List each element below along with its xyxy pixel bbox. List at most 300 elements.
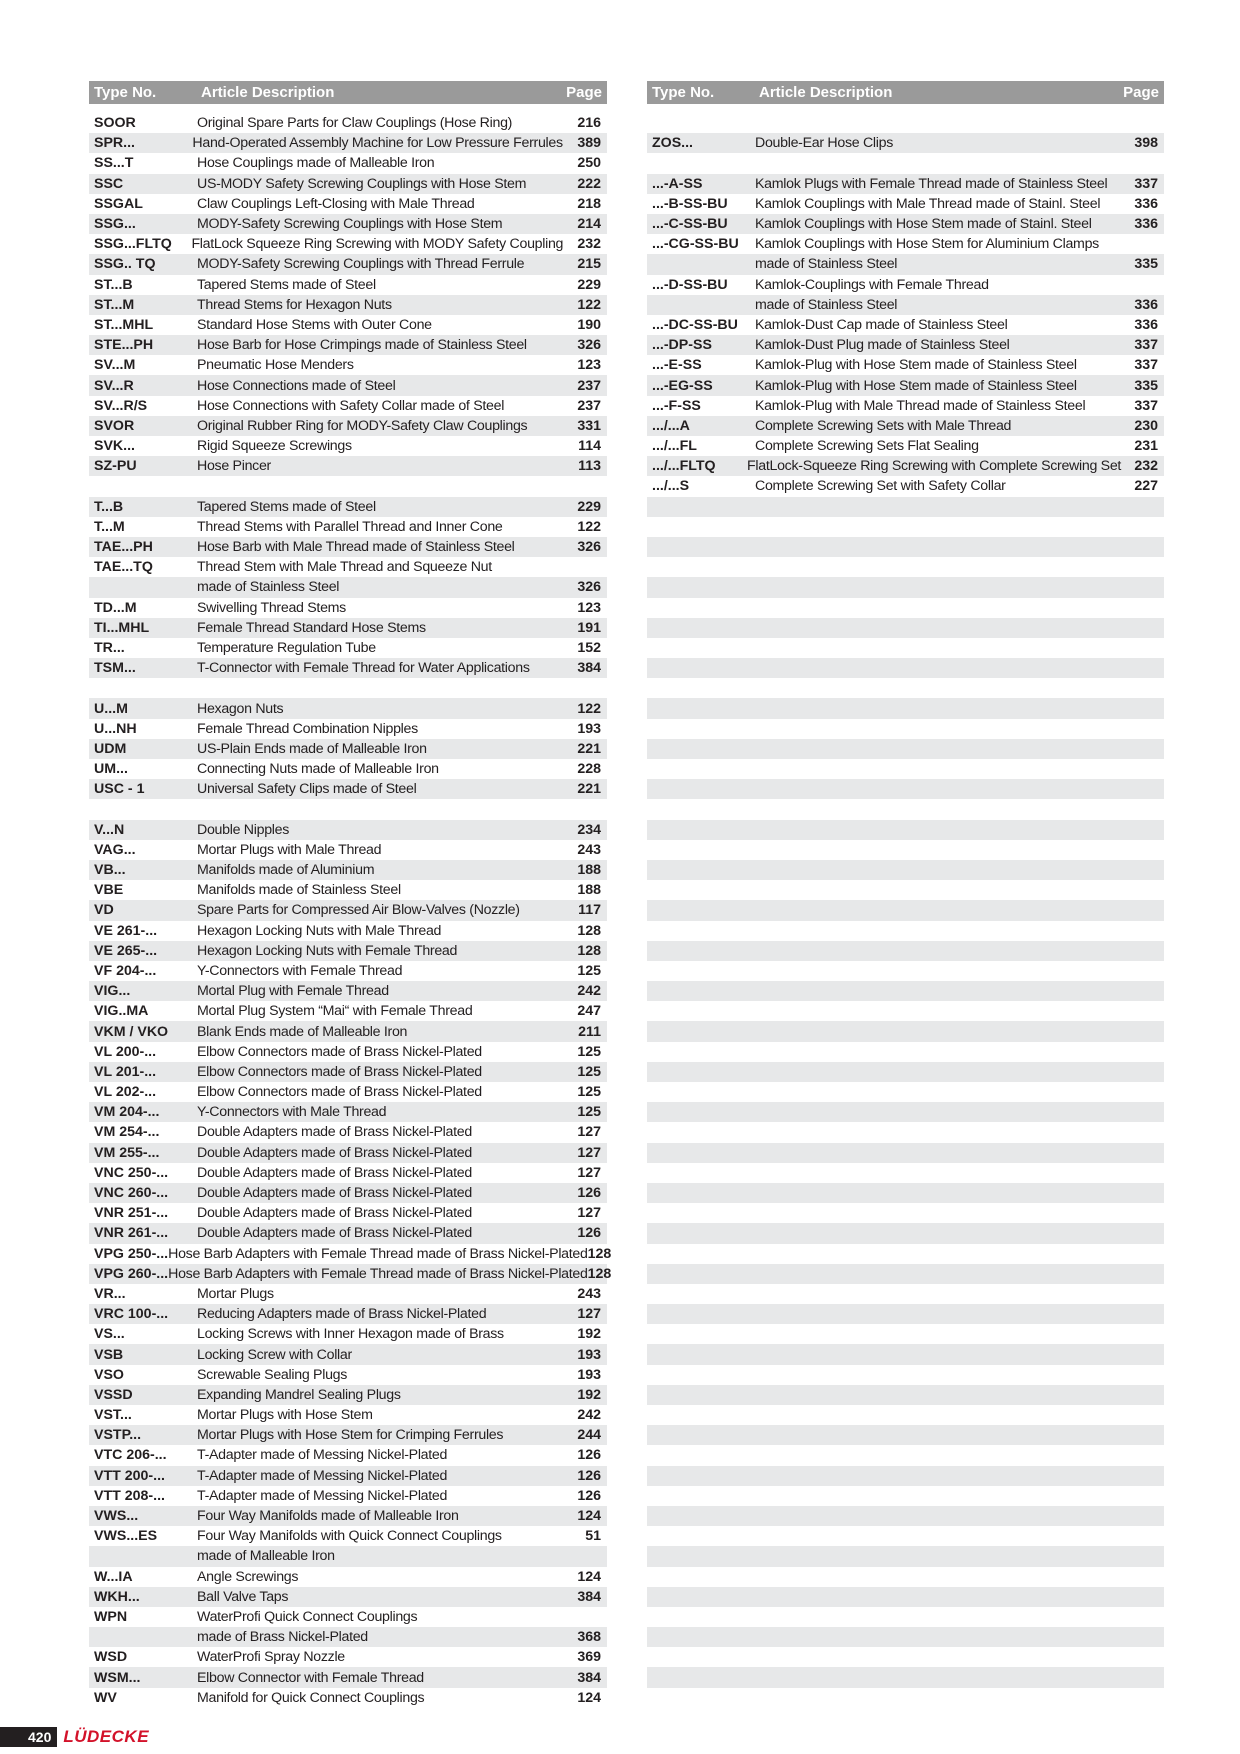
type-no: SPR... (94, 135, 135, 152)
type-no: SSG...FLTQ (94, 236, 172, 253)
article-description: Hose Connections made of Steel (197, 377, 396, 394)
article-description: made of Stainless Steel (197, 579, 340, 596)
article-description: Complete Screwing Set with Safety Collar (755, 478, 1006, 495)
article-description: Mortar Plugs with Hose Stem for Crimping Ferrules (197, 1427, 504, 1444)
article-description: Kamlok-Plug with Male Thread made of Stainless Steel (755, 397, 1086, 414)
type-no: VIG... (94, 983, 131, 1000)
article-description: Hose Barb Adapters with Female Thread made of Brass Nickel-Plated (168, 1265, 588, 1282)
page-ref: 122 (577, 296, 601, 313)
page-ref: 128 (587, 1265, 612, 1282)
article-description: Double Nipples (197, 821, 290, 838)
page-ref: 127 (577, 1124, 601, 1141)
page-ref: 232 (577, 236, 601, 253)
page-ref: 128 (587, 1245, 612, 1262)
type-no: TR... (94, 639, 125, 656)
article-description: Hose Barb Adapters with Female Thread made of Brass Nickel-Plated (168, 1245, 588, 1262)
page-ref: 384 (577, 1669, 601, 1686)
table-row (89, 1042, 607, 1062)
table-row (647, 557, 1164, 577)
table-row (89, 1143, 607, 1163)
article-description: Thread Stem with Male Thread and Squeeze Nut (197, 559, 492, 576)
type-no: VB... (94, 862, 126, 879)
type-no: VIG..MA (94, 1003, 149, 1020)
page-ref: 122 (577, 518, 601, 535)
type-no: VL 201-... (94, 1063, 157, 1080)
type-no: VM 255-... (94, 1144, 160, 1161)
type-no: VSO (94, 1366, 124, 1383)
type-no: WKH... (94, 1588, 140, 1605)
table-row (647, 1567, 1164, 1587)
table-row (89, 396, 607, 416)
page-ref: 125 (577, 962, 601, 979)
table-header (647, 81, 1164, 104)
page-ref: 124 (577, 1508, 601, 1525)
table-row (89, 1021, 607, 1041)
table-row (647, 375, 1164, 395)
type-no: ...-F-SS (652, 397, 701, 414)
table-body (89, 113, 612, 1708)
article-description: Mortal Plug with Female Thread (197, 983, 389, 1000)
type-no: VE 265-... (94, 942, 158, 959)
page-ref: 331 (577, 417, 601, 434)
table-row (647, 1607, 1164, 1627)
article-description: Kamlok-Plug with Hose Stem made of Stainless Steel (755, 357, 1077, 374)
table-row (89, 1284, 607, 1304)
table-row (647, 396, 1164, 416)
table-row (89, 517, 607, 537)
type-no: SSGAL (94, 195, 143, 212)
table-row (647, 941, 1164, 961)
type-no: VL 202-... (94, 1084, 157, 1101)
type-no: SVOR (94, 417, 135, 434)
table-row (89, 1203, 607, 1223)
header-type: Type No. (94, 84, 157, 101)
type-no: VNR 251-... (94, 1205, 169, 1222)
table-row (89, 1506, 607, 1526)
table-row (647, 1264, 1164, 1284)
table-row (89, 1264, 612, 1284)
page-ref: 128 (577, 922, 601, 939)
table-row (647, 618, 1164, 638)
table-row (647, 779, 1164, 799)
article-description: Kamlok Couplings with Hose Stem for Aluminium Clamps (755, 236, 1099, 253)
table-row (647, 1042, 1164, 1062)
article-description: Hose Couplings made of Malleable Iron (197, 155, 435, 172)
type-no: .../...FLTQ (652, 458, 716, 475)
article-description: Manifold for Quick Connect Couplings (197, 1689, 425, 1706)
page-ref: 215 (577, 256, 601, 273)
article-description: made of Malleable Iron (197, 1548, 335, 1565)
page-ref: 336 (1134, 316, 1158, 333)
table-row (647, 961, 1164, 981)
type-no: W...IA (94, 1568, 133, 1585)
type-no: VF 204-... (94, 962, 157, 979)
type-no: ST...MHL (94, 316, 154, 333)
page-ref: 244 (577, 1427, 601, 1444)
header-page: Page (1123, 84, 1159, 101)
type-no: ...-E-SS (652, 357, 702, 374)
table-row (89, 537, 607, 557)
table-row (89, 1526, 607, 1546)
type-no: SSG... (94, 216, 136, 233)
page-ref: 188 (577, 882, 601, 899)
article-description: Mortar Plugs with Male Thread (197, 841, 382, 858)
table-row (89, 799, 607, 819)
type-no: .../...S (652, 478, 690, 495)
article-description: Kamlok-Dust Cap made of Stainless Steel (755, 316, 1008, 333)
table-row (89, 335, 607, 355)
type-no: SV...M (94, 357, 136, 374)
table-row (647, 113, 1164, 133)
page-ref: 242 (577, 1407, 601, 1424)
article-description: Hexagon Nuts (197, 700, 284, 717)
table-row (89, 1082, 607, 1102)
article-description: Elbow Connectors made of Brass Nickel-Plated (197, 1043, 482, 1060)
table-row (647, 678, 1164, 698)
article-description: Female Thread Combination Nipples (197, 720, 418, 737)
type-no: VNR 261-... (94, 1225, 169, 1242)
table-row (89, 638, 607, 658)
article-description: Hexagon Locking Nuts with Female Thread (197, 942, 458, 959)
table-row (647, 880, 1164, 900)
page-ref: 337 (1134, 397, 1158, 414)
type-no: V...N (94, 821, 125, 838)
article-description: Female Thread Standard Hose Stems (197, 619, 426, 636)
type-no: SSG.. TQ (94, 256, 156, 273)
article-description: WaterProfi Spray Nozzle (197, 1649, 345, 1666)
page-ref: 229 (577, 276, 601, 293)
page-number: 420 (0, 1727, 57, 1747)
table-row (89, 1627, 607, 1647)
article-description: Hose Pincer (197, 458, 271, 475)
type-no: VSTP... (94, 1427, 142, 1444)
table-row (647, 759, 1164, 779)
type-no: .../...FL (652, 438, 697, 455)
table-row (89, 860, 607, 880)
table-row (647, 1688, 1164, 1708)
table-row (647, 436, 1164, 456)
table-row (647, 698, 1164, 718)
article-description: Connecting Nuts made of Malleable Iron (197, 761, 439, 778)
table-row (89, 1385, 607, 1405)
type-no: WSM... (94, 1669, 141, 1686)
table-row (647, 194, 1164, 214)
article-description: Rigid Squeeze Screwings (197, 438, 352, 455)
article-description: Double Adapters made of Brass Nickel-Plated (197, 1124, 472, 1141)
table-row (647, 1627, 1164, 1647)
article-description: Y-Connectors with Female Thread (197, 962, 403, 979)
page-ref: 127 (577, 1164, 601, 1181)
page-ref: 231 (1134, 438, 1158, 455)
page-ref: 237 (577, 397, 601, 414)
type-no: VE 261-... (94, 922, 158, 939)
page-ref: 337 (1134, 175, 1158, 192)
table-row (647, 1445, 1164, 1465)
page-ref: 221 (577, 740, 601, 757)
page-ref: 243 (577, 1285, 601, 1302)
table-row (647, 1102, 1164, 1122)
article-description: Kamlok-Dust Plug made of Stainless Steel (755, 337, 1010, 354)
table-row (647, 153, 1164, 173)
page-ref: 336 (1134, 195, 1158, 212)
table-row (647, 234, 1164, 254)
type-no: VTC 206-... (94, 1447, 167, 1464)
table-row (89, 759, 607, 779)
type-no: VKM / VKO (94, 1023, 169, 1040)
page-ref: 126 (577, 1185, 601, 1202)
page-ref: 326 (577, 579, 601, 596)
page-ref: 221 (577, 781, 601, 798)
type-no: TAE...PH (94, 539, 153, 556)
table-row (89, 981, 607, 1001)
table-row (647, 1203, 1164, 1223)
table-header (89, 81, 607, 104)
table-row (647, 1163, 1164, 1183)
table-row (89, 1647, 607, 1667)
article-description: Blank Ends made of Malleable Iron (197, 1023, 408, 1040)
article-description: US-MODY Safety Screwing Couplings with Hose Stem (197, 175, 527, 192)
table-row (89, 1324, 607, 1344)
article-description: Kamlok Plugs with Female Thread made of Stainless Steel (755, 175, 1108, 192)
table-row (89, 416, 607, 436)
type-no: TAE...TQ (94, 559, 153, 576)
table-row (89, 1244, 612, 1264)
table-row (89, 275, 607, 295)
page-ref: 123 (577, 357, 601, 374)
article-description: Elbow Connector with Female Thread (197, 1669, 424, 1686)
table-row (647, 1082, 1164, 1102)
type-no: SV...R (94, 377, 134, 394)
table-row (89, 1304, 607, 1324)
table-row (647, 1122, 1164, 1142)
table-row (89, 1062, 607, 1082)
page-ref: 222 (577, 175, 601, 192)
table-row (647, 921, 1164, 941)
type-no: TD...M (94, 599, 137, 616)
page-ref: 127 (577, 1306, 601, 1323)
article-description: Kamlok Couplings with Hose Stem made of Stainl. Steel (755, 216, 1092, 233)
table-row (647, 1647, 1164, 1667)
table-row (89, 355, 607, 375)
table-row (89, 375, 607, 395)
page-ref: 229 (577, 498, 601, 515)
page-ref: 389 (577, 135, 601, 152)
table-row (89, 254, 607, 274)
type-no: VST... (94, 1407, 132, 1424)
article-description: Standard Hose Stems with Outer Cone (197, 316, 432, 333)
table-row (89, 577, 607, 597)
article-description: FlatLock-Squeeze Ring Screwing with Complete Screwing Set (747, 458, 1122, 475)
header-description: Article Description (201, 84, 335, 101)
page-ref: 335 (1134, 377, 1158, 394)
table-row (647, 1223, 1164, 1243)
table-row (89, 1122, 607, 1142)
type-no: VM 204-... (94, 1104, 160, 1121)
page-ref: 124 (577, 1568, 601, 1585)
article-description: Pneumatic Hose Menders (197, 357, 354, 374)
table-row (647, 315, 1164, 335)
table-row (89, 598, 607, 618)
table-row (647, 1244, 1164, 1264)
article-description: Manifolds made of Stainless Steel (197, 882, 401, 899)
article-description: Ball Valve Taps (197, 1588, 289, 1605)
article-description: T-Connector with Female Thread for Water Applications (197, 660, 530, 677)
page-ref: 228 (577, 761, 601, 778)
type-no: VTT 208-... (94, 1487, 165, 1504)
table-row (89, 557, 607, 577)
table-row (647, 1486, 1164, 1506)
table-row (647, 416, 1164, 436)
page-ref: 227 (1134, 478, 1158, 495)
table-row (89, 1445, 607, 1465)
type-no: SV...R/S (94, 397, 148, 414)
type-no: SOOR (94, 115, 136, 132)
page-ref: 214 (577, 216, 601, 233)
type-no: VPG 260-... (94, 1265, 169, 1282)
page-ref: 128 (577, 942, 601, 959)
table-row (647, 1344, 1164, 1364)
table-row (89, 1405, 607, 1425)
table-row (647, 1405, 1164, 1425)
article-description: Temperature Regulation Tube (197, 639, 376, 656)
brand-logo: LÜDECKE (63, 1727, 150, 1746)
table-row (89, 1344, 607, 1364)
article-description: Hexagon Locking Nuts with Male Thread (197, 922, 442, 939)
table-row (647, 1385, 1164, 1405)
article-description: Mortar Plugs with Hose Stem (197, 1407, 373, 1424)
type-no: ...-B-SS-BU (652, 195, 728, 212)
table-row (647, 1365, 1164, 1385)
page-ref: 51 (585, 1528, 601, 1545)
table-row (89, 133, 607, 153)
table-row (89, 1183, 607, 1203)
page-ref: 384 (577, 660, 601, 677)
type-no: ...-A-SS (652, 175, 703, 192)
table-row (647, 295, 1164, 315)
page-ref: 242 (577, 983, 601, 1000)
page-ref: 126 (577, 1487, 601, 1504)
table-row (89, 1466, 607, 1486)
index-table-left (89, 81, 612, 1708)
article-description: Manifolds made of Aluminium (197, 862, 375, 879)
table-row (647, 1324, 1164, 1344)
table-row (647, 1667, 1164, 1687)
article-description: Double Adapters made of Brass Nickel-Plated (197, 1225, 472, 1242)
table-row (647, 799, 1164, 819)
table-row (89, 174, 607, 194)
article-description: Universal Safety Clips made of Steel (197, 781, 417, 798)
type-no: VD (94, 902, 114, 919)
article-description: Double Adapters made of Brass Nickel-Plated (197, 1205, 472, 1222)
table-row (89, 194, 607, 214)
table-row (647, 335, 1164, 355)
page-ref: 193 (577, 720, 601, 737)
type-no: VPG 250-... (94, 1245, 169, 1262)
table-row (647, 900, 1164, 920)
article-description: Elbow Connectors made of Brass Nickel-Plated (197, 1063, 482, 1080)
table-row (647, 1183, 1164, 1203)
table-row (89, 476, 607, 496)
page-ref: 247 (577, 1003, 601, 1020)
type-no: VSSD (94, 1386, 133, 1403)
table-row (647, 275, 1164, 295)
article-description: Hose Connections with Safety Collar made of Steel (197, 397, 505, 414)
article-description: T-Adapter made of Messing Nickel-Plated (197, 1487, 448, 1504)
page-ref: 124 (577, 1689, 601, 1706)
article-description: Expanding Mandrel Sealing Plugs (197, 1386, 401, 1403)
article-description: Thread Stems for Hexagon Nuts (197, 296, 392, 313)
article-description: WaterProfi Quick Connect Couplings (197, 1608, 418, 1625)
table-row (647, 476, 1164, 496)
table-row (647, 214, 1164, 234)
type-no: TI...MHL (94, 619, 150, 636)
header-type: Type No. (652, 84, 715, 101)
page-ref: 336 (1134, 216, 1158, 233)
page-ref: 250 (577, 155, 601, 172)
type-no: VNC 250-... (94, 1164, 169, 1181)
page-ref: 188 (577, 862, 601, 879)
table-row (647, 517, 1164, 537)
type-no: UM... (94, 761, 128, 778)
article-description: MODY-Safety Screwing Couplings with Hose Stem (197, 216, 503, 233)
table-row (647, 355, 1164, 375)
table-row (647, 456, 1164, 476)
table-row (647, 1526, 1164, 1546)
article-description: Double Adapters made of Brass Nickel-Plated (197, 1164, 472, 1181)
type-no: STE...PH (94, 337, 154, 354)
page-ref: 193 (577, 1346, 601, 1363)
table-row (89, 658, 607, 678)
article-description: T-Adapter made of Messing Nickel-Plated (197, 1467, 448, 1484)
table-row (89, 1486, 607, 1506)
type-no: ...-DC-SS-BU (652, 316, 738, 333)
article-description: Mortar Plugs (197, 1285, 274, 1302)
table-row (89, 1365, 607, 1385)
page-ref: 218 (577, 195, 601, 212)
page-ref: 125 (577, 1043, 601, 1060)
article-description: US-Plain Ends made of Malleable Iron (197, 740, 427, 757)
page-ref: 117 (578, 902, 601, 919)
table-row (647, 577, 1164, 597)
table-row (89, 1567, 607, 1587)
page-ref: 114 (578, 438, 601, 455)
table-row (89, 456, 607, 476)
table-row (89, 900, 607, 920)
type-no: .../...A (652, 417, 690, 434)
table-row (647, 133, 1164, 153)
type-no: T...B (94, 498, 124, 515)
page-ref: 125 (577, 1063, 601, 1080)
table-row (89, 941, 607, 961)
table-row (647, 1001, 1164, 1021)
type-no: VWS...ES (94, 1528, 158, 1545)
table-row (647, 1546, 1164, 1566)
table-row (89, 1163, 607, 1183)
page-ref: 127 (577, 1144, 601, 1161)
page-footer (0, 1727, 149, 1747)
type-no: U...NH (94, 720, 137, 737)
type-no: ...-D-SS-BU (652, 276, 728, 293)
page-ref: 326 (577, 337, 601, 354)
article-description: Y-Connectors with Male Thread (197, 1104, 387, 1121)
table-row (89, 961, 607, 981)
type-no: TSM... (94, 660, 136, 677)
page-ref: 234 (577, 821, 601, 838)
article-description: MODY-Safety Screwing Couplings with Thread Ferrule (197, 256, 525, 273)
table-row (89, 1667, 607, 1687)
article-description: Four Way Manifolds with Quick Connect Couplings (197, 1528, 502, 1545)
page-ref: 237 (577, 377, 601, 394)
